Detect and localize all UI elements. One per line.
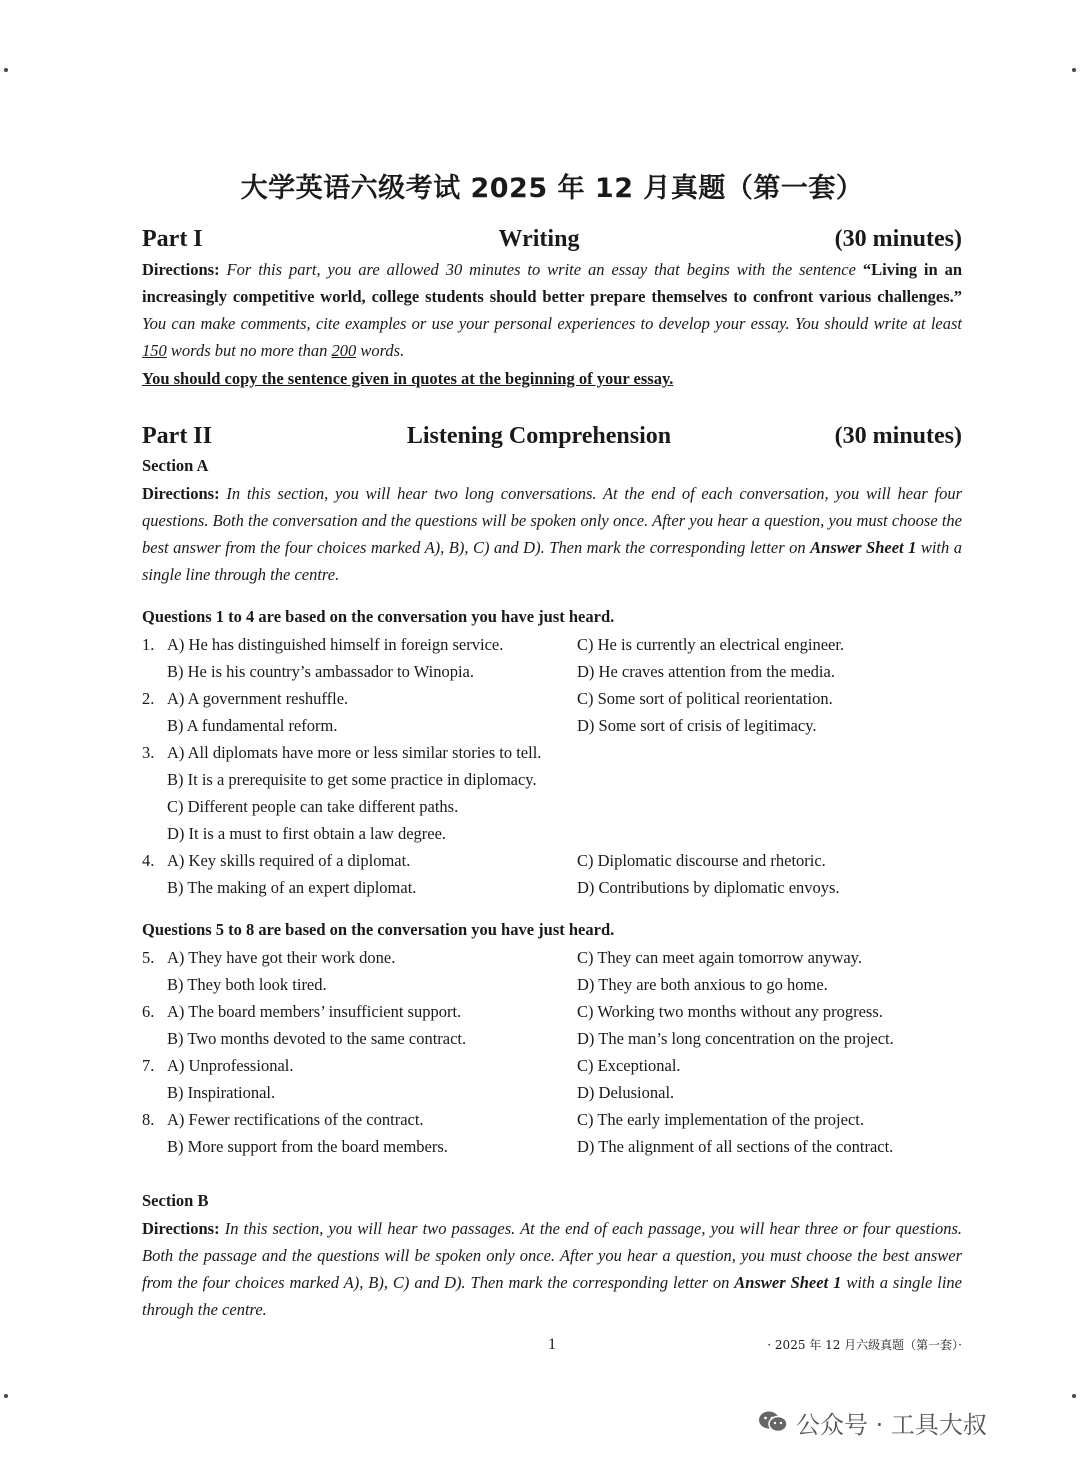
question-number: 2.	[142, 689, 155, 708]
max-word-count: 200	[331, 341, 357, 360]
option-b: B) They both look tired.	[167, 975, 327, 994]
option-d: D) It is a must to first obtain a law degree.	[167, 824, 447, 843]
copy-sentence-note: You should copy the sentence given in quotes at the beginning of your essay.	[142, 369, 674, 388]
option-b: B) A fundamental reform.	[167, 716, 338, 735]
question-number: 6.	[142, 1002, 155, 1021]
option-c: C) Exceptional.	[577, 1056, 681, 1075]
question-number: 8.	[142, 1110, 155, 1129]
directions-text: For this part, you are allowed 30 minutes to write an essay that begins with the sentence	[219, 260, 863, 279]
option-c: C) He is currently an electrical engineer.	[577, 635, 845, 654]
option-d: D) Contributions by diplomatic envoys.	[577, 878, 840, 897]
option-b: B) He is his country’s ambassador to Winopia.	[167, 662, 474, 681]
option-c: C) Working two months without any progress.	[577, 1002, 883, 1021]
question-3	[142, 739, 962, 766]
directions-label: Directions:	[142, 1219, 220, 1238]
directions-text: In this section, you will hear two long conversations. At the end of each conversation, you will hear four questions. Both the conversation and the questions will be spoken only once. After you hear a question, you must choose the best answer from the four choices marked A), B), C) and D). Then mark the corresponding letter on	[142, 484, 962, 557]
footer-running-title: · 2025 年 12 月六级真题（第一套）·	[767, 1338, 962, 1352]
option-d: D) Some sort of crisis of legitimacy.	[577, 716, 817, 735]
part-1-header	[142, 226, 962, 258]
wechat-icon	[758, 1410, 788, 1434]
question-2-row-2	[142, 712, 962, 739]
directions-text: You can make comments, cite examples or use your personal experiences to develop your essay. You should write at least	[142, 314, 962, 333]
question-4	[142, 847, 962, 874]
option-c: C) The early implementation of the project.	[577, 1110, 864, 1129]
directions-label: Directions:	[142, 260, 220, 279]
question-5-row-2	[142, 971, 962, 998]
question-number: 5.	[142, 948, 155, 967]
option-b: B) Inspirational.	[167, 1083, 276, 1102]
section-b-directions	[142, 1215, 962, 1323]
directions-text: words.	[356, 341, 405, 360]
question-2	[142, 685, 962, 712]
option-b: B) More support from the board members.	[167, 1137, 448, 1156]
option-b: B) The making of an expert diplomat.	[167, 878, 417, 897]
option-a: A) A government reshuffle.	[167, 689, 349, 708]
directions-text: with a single line through the centre.	[142, 1273, 962, 1319]
watermark	[758, 1404, 987, 1440]
option-a: A) They have got their work done.	[167, 948, 396, 967]
question-group-heading: Questions 1 to 4 are based on the conversation you have just heard.	[142, 607, 615, 626]
part-2-time: (30 minutes)	[834, 423, 962, 449]
directions-text: with a single line through the centre.	[142, 538, 962, 584]
directions-label: Directions:	[142, 484, 220, 503]
answer-sheet-ref: Answer Sheet 1	[734, 1273, 842, 1292]
option-d: D) The man’s long concentration on the project.	[577, 1029, 894, 1048]
corner-mark	[4, 68, 8, 72]
option-c: C) Diplomatic discourse and rhetoric.	[577, 851, 826, 870]
question-number: 3.	[142, 743, 155, 762]
option-d: D) He craves attention from the media.	[577, 662, 835, 681]
page-number: 1	[548, 1336, 556, 1353]
option-a: A) Fewer rectifications of the contract.	[167, 1110, 424, 1129]
question-1-row-2	[142, 658, 962, 685]
question-8-row-2	[142, 1133, 962, 1160]
question-number: 1.	[142, 635, 155, 654]
question-number: 4.	[142, 851, 155, 870]
watermark-text: 公众号 · 工具大叔	[796, 1410, 987, 1439]
section-b-label: Section B	[142, 1191, 209, 1210]
option-a: A) Unprofessional.	[167, 1056, 294, 1075]
question-7	[142, 1052, 962, 1079]
section-a-directions	[142, 480, 962, 588]
question-6-row-2	[142, 1025, 962, 1052]
option-c: C) They can meet again tomorrow anyway.	[577, 948, 862, 967]
corner-mark	[4, 1394, 8, 1398]
question-5	[142, 944, 962, 971]
question-4-row-2	[142, 874, 962, 901]
directions-text: words but no more than	[166, 341, 332, 360]
option-a: A) He has distinguished himself in foreign service.	[167, 635, 504, 654]
question-8	[142, 1106, 962, 1133]
corner-mark	[1072, 1394, 1076, 1398]
page-title: 大学英语六级考试 2025 年 12 月真题（第一套）	[240, 173, 864, 204]
question-3-row-2	[142, 766, 962, 793]
option-d: D) They are both anxious to go home.	[577, 975, 828, 994]
option-d: D) Delusional.	[577, 1083, 675, 1102]
question-group-heading: Questions 5 to 8 are based on the conversation you have just heard.	[142, 920, 615, 939]
option-b: B) Two months devoted to the same contract.	[167, 1029, 467, 1048]
question-number: 7.	[142, 1056, 155, 1075]
part-2-header	[142, 423, 962, 455]
part-1-label: Part I	[142, 226, 203, 252]
question-6	[142, 998, 962, 1025]
question-7-row-2	[142, 1079, 962, 1106]
essay-prompt-quote: “Living in an increasingly competitive world, college students should better prepare themselves to confront various challenges.”	[142, 260, 962, 306]
answer-sheet-ref: Answer Sheet 1	[810, 538, 917, 557]
section-a-label: Section A	[142, 456, 209, 475]
corner-mark	[1072, 68, 1076, 72]
option-a: A) Key skills required of a diplomat.	[167, 851, 411, 870]
part-1-time: (30 minutes)	[834, 226, 962, 252]
option-b: B) It is a prerequisite to get some practice in diplomacy.	[167, 770, 537, 789]
option-d: D) The alignment of all sections of the contract.	[577, 1137, 894, 1156]
min-word-count: 150	[142, 341, 167, 360]
part-2-label: Part II	[142, 423, 212, 449]
option-a: A) All diplomats have more or less similar stories to tell.	[167, 743, 542, 762]
option-a: A) The board members’ insufficient support.	[167, 1002, 462, 1021]
option-c: C) Different people can take different paths.	[167, 797, 459, 816]
part-1-name: Writing	[498, 226, 580, 252]
directions-text: In this section, you will hear two passages. At the end of each passage, you will hear three or four questions. Both the passage and the questions will be spoken only once. After you hear a question, you must choose the best answer from the four choices marked A), B), C) and D). Then mark the corresponding letter on	[142, 1219, 962, 1292]
part-1-directions	[142, 256, 962, 364]
part-2-name: Listening Comprehension	[406, 423, 672, 449]
option-c: C) Some sort of political reorientation.	[577, 689, 833, 708]
question-3-row-4	[142, 820, 962, 847]
question-3-row-3	[142, 793, 962, 820]
question-1	[142, 631, 962, 658]
